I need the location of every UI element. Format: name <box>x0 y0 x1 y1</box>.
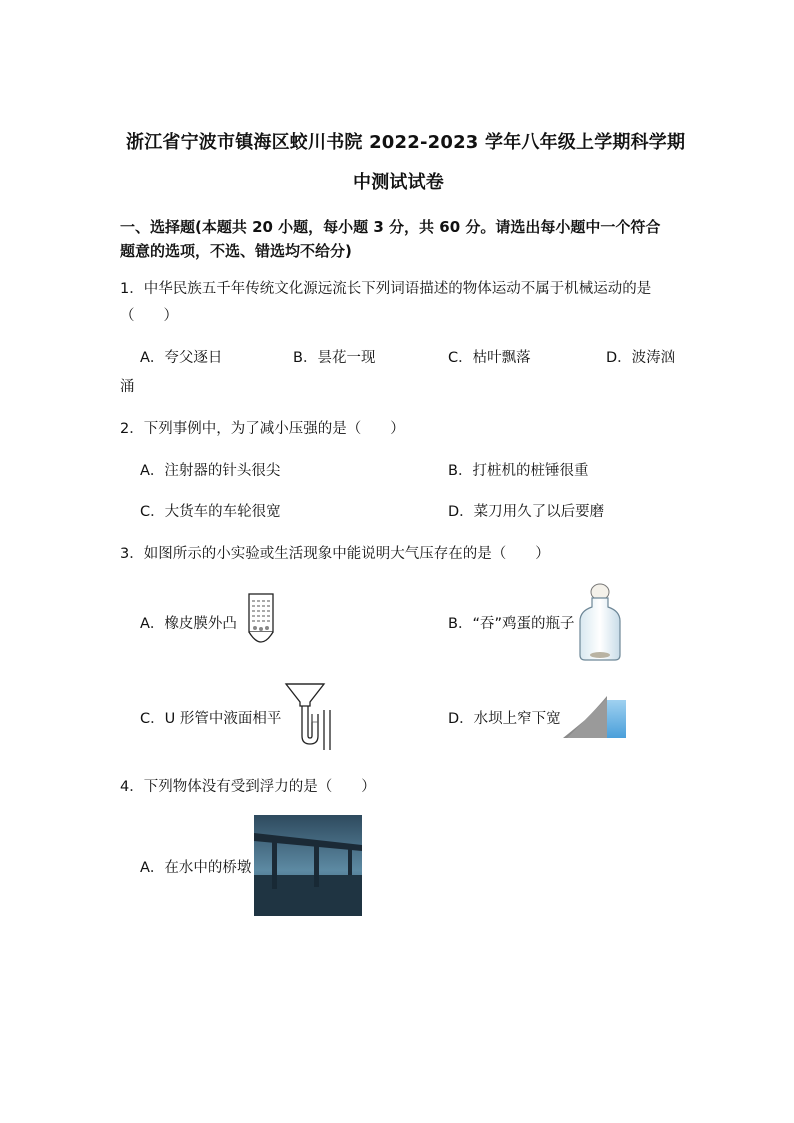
question-1-option-d: D．波涛汹 <box>606 350 676 366</box>
question-4-option-a: A．在水中的桥墩 <box>140 860 252 876</box>
bridge-pier-photo <box>254 815 362 916</box>
question-3-option-a: A．橡皮膜外凸 <box>140 616 237 632</box>
question-4-stem: 4．下列物体没有受到浮力的是（ ） <box>120 779 376 795</box>
question-2-option-d: D．菜刀用久了以后要磨 <box>448 504 605 520</box>
question-2-option-c: C．大货车的车轮很宽 <box>140 504 281 520</box>
question-1-option-c: C．枯叶飘落 <box>448 350 531 366</box>
rubber-membrane-tube-figure <box>242 592 280 652</box>
question-3-option-c: C．U 形管中液面相平 <box>140 711 282 727</box>
title-line-1: 浙江省宁波市镇海区蛟川书院 2022-2023 学年八年级上学期科学期 <box>126 132 686 153</box>
funnel-u-tube-figure <box>284 680 336 750</box>
question-2-option-a: A．注射器的针头很尖 <box>140 463 281 479</box>
question-3-stem: 3．如图所示的小实验或生活现象中能说明大气压存在的是（ ） <box>120 546 550 562</box>
question-1-stem-cont: （ ） <box>120 308 178 324</box>
question-2-option-b: B．打桩机的桩锤很重 <box>448 463 589 479</box>
question-1-option-b: B．昙花一现 <box>293 350 376 366</box>
section-heading-line-2: 题意的选项，不选、错选均不给分) <box>120 242 352 260</box>
question-3-option-d: D．水坝上窄下宽 <box>448 711 561 727</box>
section-heading-line-1: 一、选择题(本题共 20 小题，每小题 3 分，共 60 分。请选出每小题中一个符合 <box>120 218 661 236</box>
question-1-stem: 1．中华民族五千年传统文化源远流长下列词语描述的物体运动不属于机械运动的是 <box>120 281 652 297</box>
dam-figure <box>563 694 627 738</box>
question-2-stem: 2．下列事例中，为了减小压强的是（ ） <box>120 421 405 437</box>
title-line-2: 中测试试卷 <box>353 172 444 193</box>
question-3-option-b: B．“吞”鸡蛋的瓶子 <box>448 616 575 632</box>
egg-bottle-figure <box>575 583 625 663</box>
question-1-option-d-wrap: 涌 <box>120 379 135 395</box>
question-1-option-a: A．夸父逐日 <box>140 350 223 366</box>
